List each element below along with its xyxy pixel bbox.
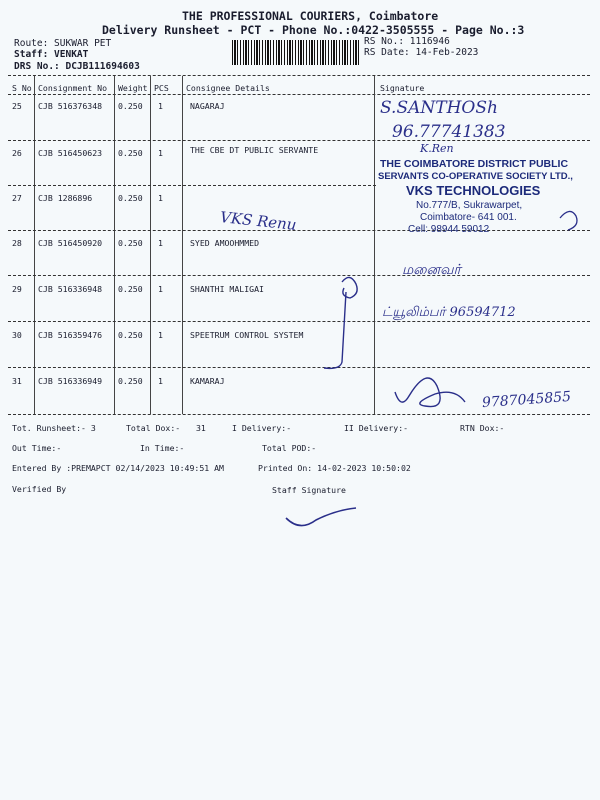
row-pcs: 1: [158, 376, 163, 386]
row-consignment: CJB 516450623: [38, 148, 103, 158]
stamp-line: No.777/B, Sukrawarpet,: [416, 200, 523, 211]
handwritten-tamil-name: மனைவர்: [402, 262, 461, 278]
handwritten-name: S.SANTHOSh: [380, 98, 498, 118]
row-pcs: 1: [158, 148, 163, 158]
row-sno: 26: [12, 148, 22, 158]
row-consignee: NAGARAJ: [190, 101, 225, 111]
col-consignee: Consignee Details: [186, 83, 270, 93]
row-weight: 0.250: [118, 238, 143, 248]
row-sno: 25: [12, 101, 22, 111]
row-weight: 0.250: [118, 284, 143, 294]
col-signature: Signature: [380, 83, 425, 93]
stamp-line: Coimbatore- 641 001.: [420, 212, 517, 223]
in-time: In Time:-: [140, 443, 185, 453]
row-pcs: 1: [158, 330, 163, 340]
row-weight: 0.250: [118, 148, 143, 158]
handwritten-signature: K.Ren: [420, 142, 454, 155]
row-consignee: KAMARAJ: [190, 376, 225, 386]
row-sno: 30: [12, 330, 22, 340]
society-stamp: [378, 158, 584, 238]
rs-number: RS No.: 1116946: [364, 36, 450, 47]
col-sno: S No: [12, 83, 32, 93]
row-sno: 29: [12, 284, 22, 294]
tot-runsheet: Tot. Runsheet:- 3: [12, 423, 96, 433]
row-sno: 28: [12, 238, 22, 248]
row-pcs: 1: [158, 238, 163, 248]
route-label: Route: SUKWAR PET: [14, 38, 112, 49]
row-consignee: SPEETRUM CONTROL SYSTEM: [190, 330, 304, 340]
drs-number: DRS No.: DCJB111694603: [14, 61, 140, 72]
row-weight: 0.250: [118, 330, 143, 340]
stamp-line: Cell: 98944 59012: [408, 224, 490, 235]
signature-stroke: [395, 378, 465, 407]
stamp-line: SERVANTS CO-OPERATIVE SOCIETY LTD.,: [378, 171, 573, 182]
rtn-dox: RTN Dox:-: [460, 423, 505, 433]
row-consignee: THE CBE DT PUBLIC SERVANTE: [190, 145, 319, 155]
row-sno: 31: [12, 376, 22, 386]
ii-delivery: II Delivery:-: [344, 423, 409, 433]
signature-stroke: [286, 508, 356, 526]
row-consignment: CJB 516376348: [38, 101, 103, 111]
row-weight: 0.250: [118, 101, 143, 111]
handwritten-phone-2: 9787045855: [481, 388, 572, 412]
i-delivery: I Delivery:-: [232, 423, 292, 433]
total-pod: Total POD:-: [262, 443, 317, 453]
signature-stroke: [342, 277, 357, 298]
out-time: Out Time:-: [12, 443, 62, 453]
total-dox-value: 31: [196, 423, 206, 433]
col-pcs: PCS: [154, 83, 169, 93]
row-pcs: 1: [158, 193, 163, 203]
row-weight: 0.250: [118, 376, 143, 386]
company-title: THE PROFESSIONAL COURIERS, Coimbatore: [182, 9, 439, 23]
row-consignee: SYED AMOOHMMED: [190, 238, 260, 248]
verified-by: Verified By: [12, 484, 67, 494]
staff-signature-label: Staff Signature: [272, 485, 346, 495]
row-consignment: CJB 516336949: [38, 376, 103, 386]
row-consignment: CJB 516359476: [38, 330, 103, 340]
printed-on: Printed On: 14-02-2023 10:50:02: [258, 463, 411, 473]
handwritten-phone: 96.77741383: [392, 122, 506, 142]
rs-date: RS Date: 14-Feb-2023: [364, 47, 479, 58]
row-consignee: SHANTHI MALIGAI: [190, 284, 264, 294]
total-dox-label: Total Dox:-: [126, 423, 181, 433]
col-weight: Weight: [118, 83, 148, 93]
row-consignment: CJB 516336948: [38, 284, 103, 294]
row-consignment: CJB 516450920: [38, 238, 103, 248]
row-sno: 27: [12, 193, 22, 203]
row-consignment: CJB 1286896: [38, 193, 93, 203]
signature-stroke: [324, 292, 346, 368]
stamp-line: THE COIMBATORE DISTRICT PUBLIC: [380, 158, 569, 170]
stamp-line: VKS TECHNOLOGIES: [406, 183, 541, 198]
row-pcs: 1: [158, 101, 163, 111]
runsheet-subtitle: Delivery Runsheet - PCT - Phone No.:0422-3505555 - Page No.:3: [102, 23, 525, 37]
entered-by: Entered By :PREMAPCT 02/14/2023 10:49:51 AM: [12, 463, 224, 473]
row-weight: 0.250: [118, 193, 143, 203]
row-pcs: 1: [158, 284, 163, 294]
handwritten-tamil-signature: ட்யூலிம்பர் 96594712: [382, 305, 516, 320]
staff-label: Staff: VENKAT: [14, 49, 89, 60]
handwritten-note: VKS Renu: [219, 208, 298, 234]
col-consignment: Consignment No: [38, 83, 108, 93]
